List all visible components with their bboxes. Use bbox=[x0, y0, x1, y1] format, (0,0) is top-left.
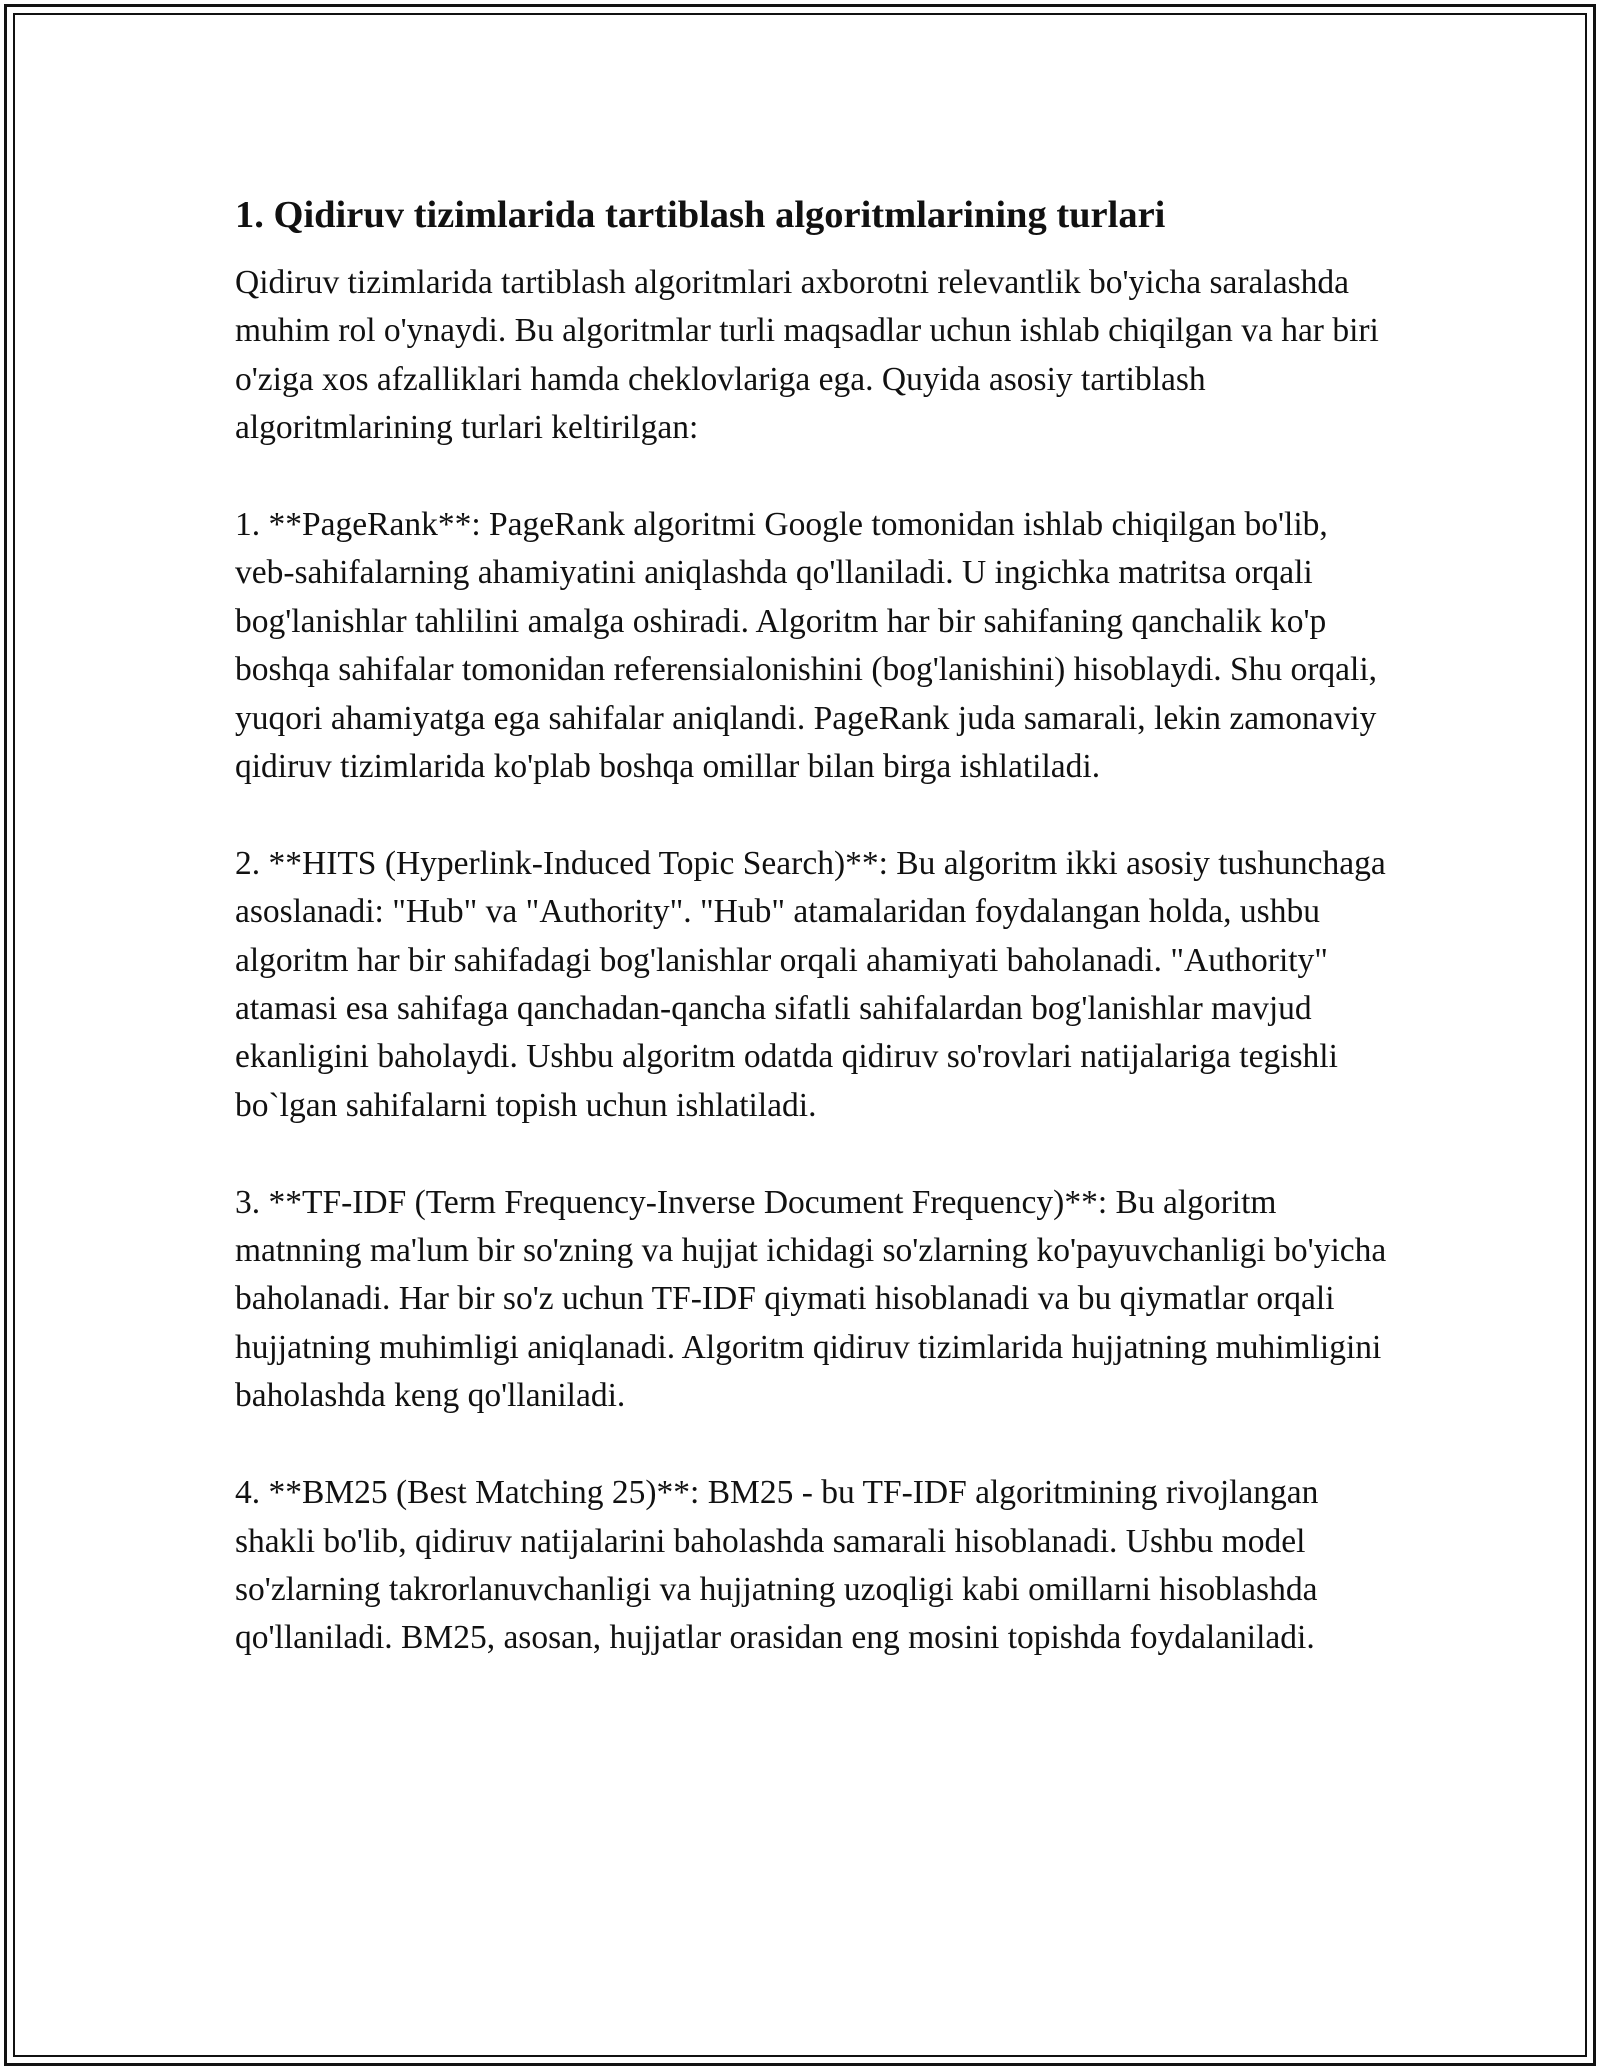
pagerank-paragraph: 1. **PageRank**: PageRank algoritmi Google tomonidan ishlab chiqilgan bo'lib, veb-sahifalarning ahamiyatini aniqlashda qo'llaniladi. U ingichka matritsa orqali bog'lanishlar tahlilini amalga oshiradi. Algoritm har bir sahifaning qanchalik ko'p boshqa sahifalar tomonidan referensialonishini (bog'lanishini) hisoblaydi. Shu orqali, yuqori ahamiyatga ega sahifalar aniqlandi. PageRank juda samarali, lekin zamonaviy qidiruv tizimlarida ko'plab boshqa omillar bilan birga ishlatiladi. bbox=[235, 506, 1378, 786]
bm25-paragraph: 4. **BM25 (Best Matching 25)**: BM25 - bu TF-IDF algoritmining rivojlangan shakli bo'lib, qidiruv natijalarini baholashda samarali hisoblanadi. Ushbu model so'zlarning takrorlanuvchanligi va hujjatning uzoqligi kabi omillarni hisoblashda qo'llaniladi. BM25, asosan, hujjatlar orasidan eng mosini topishda foydalaniladi. bbox=[235, 1474, 1319, 1657]
intro-paragraph: Qidiruv tizimlarida tartiblash algoritmlari axborotni relevantlik bo'yicha saralashda muhim rol o'ynaydi. Bu algoritmlar turli maqsadlar uchun ishlab chiqilgan va har biri o'ziga xos afzalliklari hamda cheklovlariga ega. Quyida asosiy tartiblash algoritmlarining turlari keltirilgan: bbox=[235, 264, 1379, 447]
hits-paragraph: 2. **HITS (Hyperlink-Induced Topic Search)**: Bu algoritm ikki asosiy tushunchaga asoslanadi: "Hub" va "Authority". "Hub" atamalaridan foydalangan holda, ushbu algoritm har bir sahifadagi bog'lanishlar orqali ahamiyati baholanadi. "Authority" atamasi esa sahifaga qanchadan-qancha sifatli sahifalardan bog'lanishlar mavjud ekanligini baholaydi. Ushbu algoritm odatda qidiruv so'rovlari natijalariga tegishli bo`lgan sahifalarni topish uchun ishlatiladi. bbox=[235, 844, 1386, 1124]
document-page bbox=[235, 188, 1390, 1663]
document-title: 1. Qidiruv tizimlarida tartiblash algoritmlarining turlari bbox=[235, 194, 1166, 236]
tfidf-paragraph: 3. **TF-IDF (Term Frequency-Inverse Document Frequency)**: Bu algoritm matnning ma'lum bir so'zning va hujjat ichidagi so'zlarning ko'payuvchanligi bo'yicha baholanadi. Har bir so'z uchun TF-IDF qiymati hisoblanadi va bu qiymatlar orqali hujjatning muhimligi aniqlanadi. Algoritm qidiruv tizimlarida hujjatning muhimligini baholashda keng qo'llaniladi. bbox=[235, 1183, 1387, 1415]
